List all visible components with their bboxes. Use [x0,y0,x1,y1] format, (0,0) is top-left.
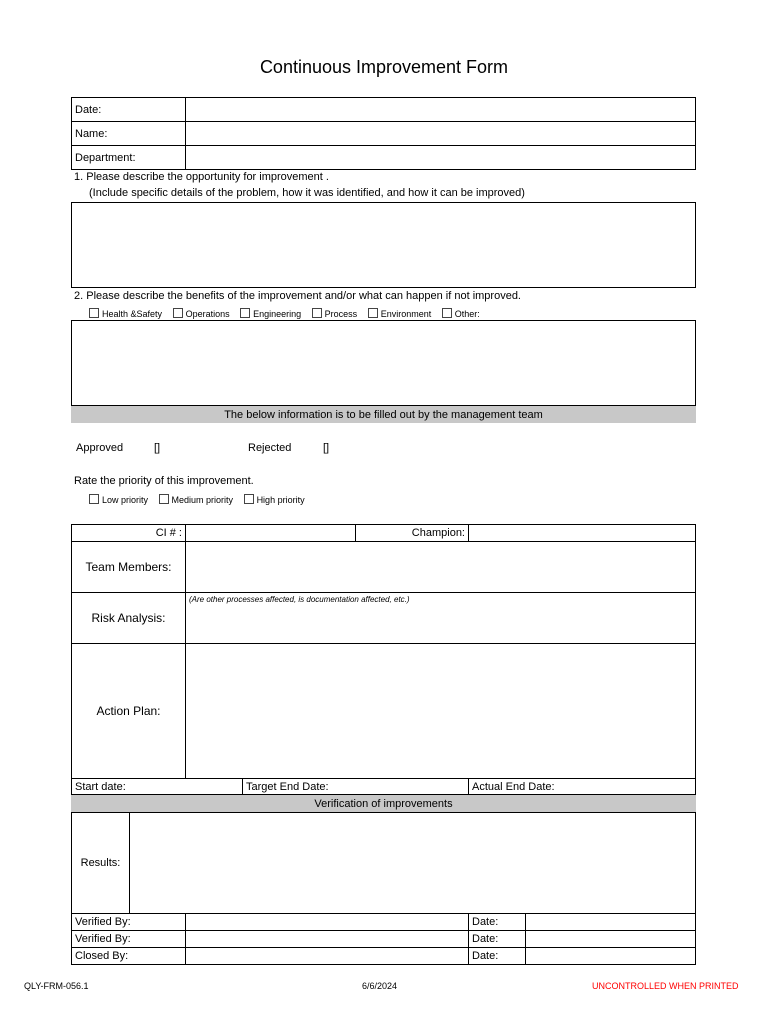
checkbox-icon[interactable] [442,308,452,318]
champion-label: Champion: [355,524,469,542]
verified-by-2-label: Verified By: [71,930,186,948]
results-field[interactable] [129,812,696,914]
checkbox-icon[interactable] [368,308,378,318]
action-plan-label: Action Plan: [71,643,186,779]
closed-by-field[interactable] [185,947,469,965]
question-1-text: 1. Please describe the opportunity for improvement . [74,171,329,183]
approved-checkbox[interactable]: [] [154,442,161,454]
checkbox-icon[interactable] [173,308,183,318]
champion-field[interactable] [468,524,696,542]
rejected-label: Rejected [248,442,292,454]
benefit-option-environment[interactable]: Environment [368,309,432,319]
checkbox-icon[interactable] [89,308,99,318]
benefit-checkbox-group [89,308,488,319]
verified-by-1-field[interactable] [185,913,469,931]
priority-option-high[interactable]: High priority [244,495,305,505]
closed-by-date-field[interactable] [525,947,696,965]
checkbox-icon[interactable] [312,308,322,318]
verified-by-1-date-label: Date: [468,913,526,931]
verified-by-2-date-field[interactable] [525,930,696,948]
ci-number-label: CI # : [71,524,186,542]
target-end-date-label[interactable]: Target End Date: [242,778,469,795]
verified-by-1-label: Verified By: [71,913,186,931]
question-2-answer-box[interactable] [71,320,696,406]
benefit-option-process[interactable]: Process [312,309,358,319]
start-date-label[interactable]: Start date: [71,778,243,795]
footer-doc-id: QLY-FRM-056.1 [24,981,89,991]
verified-by-2-field[interactable] [185,930,469,948]
verified-by-1-date-field[interactable] [525,913,696,931]
question-1-answer-box[interactable] [71,202,696,288]
department-field[interactable] [185,145,696,170]
checkbox-icon[interactable] [159,494,169,504]
benefit-option-operations[interactable]: Operations [173,309,230,319]
benefit-option-other[interactable]: Other: [442,309,480,319]
footer-uncontrolled-notice: UNCONTROLLED WHEN PRINTED [592,981,739,991]
risk-analysis-hint: (Are other processes affected, is documentation affected, etc.) [189,595,410,604]
question-1-hint: (Include specific details of the problem, how it was identified, and how it can be improved) [89,187,525,199]
closed-by-label: Closed By: [71,947,186,965]
date-label: Date: [71,97,186,122]
priority-option-medium[interactable]: Medium priority [159,495,234,505]
rejected-checkbox[interactable]: [] [323,442,330,454]
risk-analysis-field[interactable] [185,592,696,644]
priority-prompt: Rate the priority of this improvement. [74,475,254,487]
results-label: Results: [71,812,130,914]
checkbox-icon[interactable] [244,494,254,504]
footer-date: 6/6/2024 [362,981,398,991]
verification-banner: Verification of improvements [71,795,696,812]
question-2-text: 2. Please describe the benefits of the improvement and/or what can happen if not improved. [74,290,521,302]
actual-end-date-label[interactable]: Actual End Date: [468,778,696,795]
form-title: Continuous Improvement Form [259,57,509,77]
management-banner: The below information is to be filled out by the management team [71,406,696,423]
risk-analysis-label: Risk Analysis: [71,592,186,644]
name-field[interactable] [185,121,696,146]
action-plan-field[interactable] [185,643,696,779]
closed-by-date-label: Date: [468,947,526,965]
benefit-option-engineering[interactable]: Engineering [240,309,301,319]
approved-label: Approved [76,442,124,454]
priority-checkbox-group [89,494,313,505]
checkbox-icon[interactable] [240,308,250,318]
priority-option-low[interactable]: Low priority [89,495,148,505]
team-members-label: Team Members: [71,541,186,593]
team-members-field[interactable] [185,541,696,593]
benefit-option-health-safety[interactable]: Health &Safety [89,309,162,319]
name-label: Name: [71,121,186,146]
checkbox-icon[interactable] [89,494,99,504]
ci-number-field[interactable] [185,524,356,542]
date-field[interactable] [185,97,696,122]
department-label: Department: [71,145,186,170]
verified-by-2-date-label: Date: [468,930,526,948]
